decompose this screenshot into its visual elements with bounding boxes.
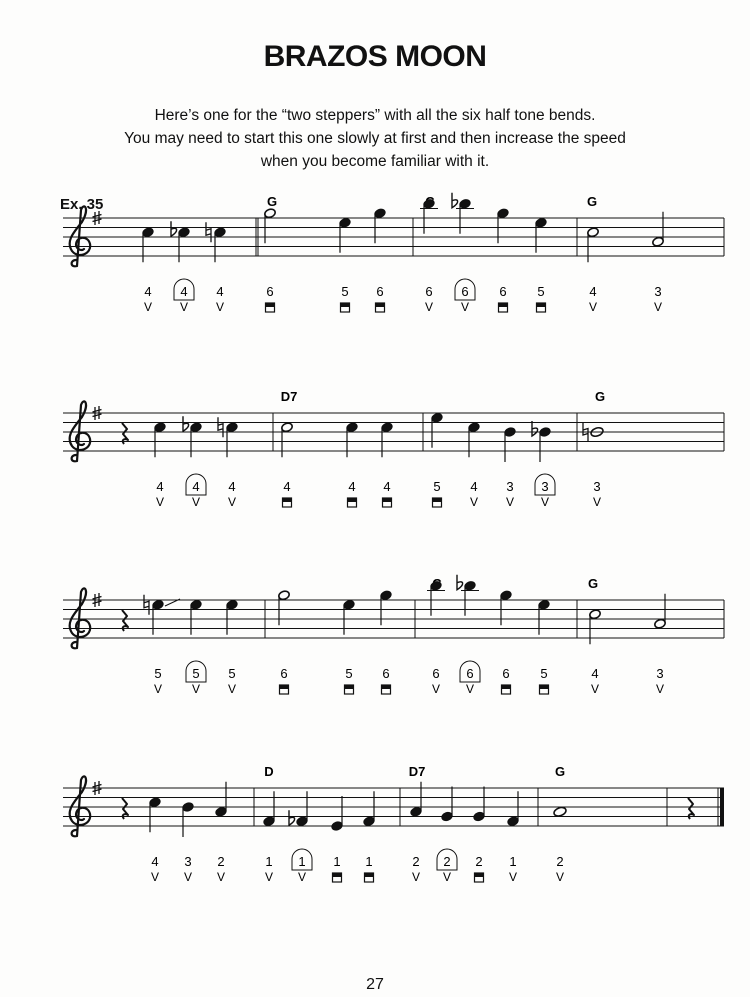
note: [346, 422, 359, 507]
quarter-rest-icon: [688, 798, 694, 819]
note: [182, 802, 195, 884]
chord-symbol: G: [554, 764, 566, 779]
note: [264, 208, 277, 312]
tab-hole-number: 4: [470, 479, 478, 494]
note: [437, 787, 457, 885]
tab-hole-number: 2: [217, 854, 225, 869]
blow-arrow-icon: [540, 685, 549, 694]
treble-clef-icon: [70, 206, 91, 266]
note: [171, 221, 194, 314]
tab-hole-number: 1: [365, 854, 373, 869]
tab-hole-number: 5: [540, 666, 548, 681]
note: [149, 797, 162, 884]
treble-clef-icon: [70, 588, 91, 648]
draw-arrow: V: [215, 300, 225, 314]
quarter-rest-icon: [122, 423, 128, 444]
tab-hole-number: 3: [184, 854, 192, 869]
tab-hole-number: 4: [144, 284, 152, 299]
page-number: 27: [366, 976, 384, 993]
tab-hole-number: 6: [280, 666, 288, 681]
flat-icon: [452, 193, 458, 208]
tab-hole-number: 3: [593, 479, 601, 494]
draw-arrow: V: [653, 300, 663, 314]
chord-symbol: D7: [408, 764, 426, 779]
blow-arrow-icon: [475, 873, 484, 882]
treble-clef-icon: [70, 401, 91, 461]
natural-icon: [206, 222, 211, 242]
final-barline: [720, 788, 724, 826]
draw-arrow: V: [540, 495, 550, 509]
blow-arrow-icon: [499, 303, 508, 312]
chord-symbol: G: [266, 194, 278, 209]
tab-hole-number: 4: [348, 479, 356, 494]
blow-arrow-icon: [283, 498, 292, 507]
tab-hole-number: 3: [654, 284, 662, 299]
intro-line-2: You may need to start this one slowly at first and then increase the speed: [124, 130, 626, 147]
note: [363, 791, 376, 882]
blow-arrow-icon: [383, 498, 392, 507]
natural-icon: [218, 417, 223, 437]
draw-arrow: V: [150, 870, 160, 884]
note: [343, 599, 356, 694]
tab-hole-number: 2: [556, 854, 564, 869]
draw-arrow: V: [505, 495, 515, 509]
tab-hole-number: 1: [298, 854, 306, 869]
chord-symbol: G: [586, 194, 598, 209]
tab-hole-number: 6: [425, 284, 433, 299]
note: [497, 208, 510, 312]
tab-hole-number: 5: [433, 479, 441, 494]
draw-arrow: V: [191, 495, 201, 509]
blow-arrow-icon: [341, 303, 350, 312]
tab-hole-number: 6: [466, 666, 474, 681]
note: [532, 421, 555, 509]
chord-symbol: D: [264, 764, 274, 779]
staff-system-4: [63, 764, 724, 884]
draw-arrow: V: [655, 682, 665, 696]
tab-hole-number: 1: [333, 854, 341, 869]
notehead: [553, 806, 567, 818]
tab-hole-number: 2: [412, 854, 420, 869]
draw-arrow: V: [153, 682, 163, 696]
blow-arrow-icon: [333, 873, 342, 882]
note: [587, 227, 600, 314]
chord-symbol: G: [594, 389, 606, 404]
draw-arrow: V: [411, 870, 421, 884]
note: [183, 416, 206, 509]
tab-hole-number: 4: [180, 284, 188, 299]
draw-arrow: V: [297, 870, 307, 884]
flat-icon: [457, 575, 463, 590]
blow-arrow-icon: [382, 685, 391, 694]
note: [263, 791, 276, 884]
tab-hole-number: 6: [461, 284, 469, 299]
draw-arrow: V: [227, 495, 237, 509]
draw-arrow: V: [469, 495, 479, 509]
note: [473, 787, 486, 883]
blow-arrow-icon: [266, 303, 275, 312]
blow-arrow-icon: [365, 873, 374, 882]
note: [226, 599, 239, 696]
draw-arrow: V: [143, 300, 153, 314]
draw-arrow: V: [442, 870, 452, 884]
tab-hole-number: 4: [383, 479, 391, 494]
note: [504, 427, 517, 509]
tab-hole-number: 6: [266, 284, 274, 299]
tab-hole-number: 1: [509, 854, 517, 869]
page-title: BRAZOS MOON: [263, 40, 487, 73]
note: [142, 227, 155, 314]
tab-hole-number: 4: [156, 479, 164, 494]
flat-icon: [171, 221, 177, 236]
tab-hole-number: 4: [228, 479, 236, 494]
note: [468, 422, 481, 509]
blow-arrow-icon: [502, 685, 511, 694]
flat-icon: [289, 810, 295, 825]
tab-hole-number: 4: [283, 479, 291, 494]
note: [553, 806, 567, 884]
staff-system-2: [63, 389, 724, 509]
draw-arrow: V: [424, 300, 434, 314]
draw-arrow: V: [592, 495, 602, 509]
tab-hole-number: 4: [151, 854, 159, 869]
note: [331, 796, 344, 882]
natural-icon: [144, 595, 149, 615]
note: [452, 193, 475, 314]
tab-hole-number: 6: [432, 666, 440, 681]
draw-arrow: V: [508, 870, 518, 884]
draw-arrow: V: [227, 682, 237, 696]
tab-hole-number: 6: [376, 284, 384, 299]
quarter-rest-icon: [122, 610, 128, 631]
note: [154, 422, 167, 509]
note: [380, 590, 393, 694]
intro-line-1: Here’s one for the “two steppers” with all the six half tone bends.: [154, 107, 596, 124]
tab-hole-number: 4: [192, 479, 200, 494]
tab-hole-number: 5: [537, 284, 545, 299]
tab-hole-number: 2: [443, 854, 451, 869]
draw-arrow: V: [264, 870, 274, 884]
note: [583, 422, 604, 509]
draw-arrow: V: [588, 300, 598, 314]
note: [535, 217, 548, 312]
tab-hole-number: 1: [265, 854, 273, 869]
note: [218, 417, 238, 509]
tab-hole-number: 4: [589, 284, 597, 299]
tab-hole-number: 2: [475, 854, 483, 869]
tab-hole-number: 4: [216, 284, 224, 299]
note: [289, 791, 312, 884]
tab-hole-number: 5: [192, 666, 200, 681]
note: [457, 575, 480, 696]
draw-arrow: V: [155, 495, 165, 509]
note: [206, 222, 226, 314]
staff-system-3: [63, 575, 724, 696]
quarter-rest-icon: [122, 798, 128, 819]
tab-hole-number: 5: [341, 284, 349, 299]
tab-hole-number: 6: [382, 666, 390, 681]
chord-symbol: D7: [280, 389, 298, 404]
draw-arrow: V: [179, 300, 189, 314]
note: [281, 422, 294, 507]
note: [374, 208, 387, 312]
tab-hole-number: 6: [499, 284, 507, 299]
tab-hole-number: 5: [228, 666, 236, 681]
blow-arrow-icon: [348, 498, 357, 507]
note: [431, 412, 444, 507]
flat-icon: [183, 416, 189, 431]
note: [538, 599, 551, 694]
tab-hole-number: 6: [502, 666, 510, 681]
blow-arrow-icon: [433, 498, 442, 507]
flat-icon: [532, 421, 538, 436]
draw-arrow: V: [555, 870, 565, 884]
chord-symbol: G: [587, 576, 599, 591]
note: [381, 422, 394, 507]
tab-hole-number: 3: [656, 666, 664, 681]
draw-arrow: V: [465, 682, 475, 696]
draw-arrow: V: [183, 870, 193, 884]
draw-arrow: V: [590, 682, 600, 696]
tab-hole-number: 5: [345, 666, 353, 681]
note: [500, 590, 513, 694]
note: [186, 599, 206, 696]
note: [507, 791, 520, 884]
note: [278, 590, 291, 694]
draw-arrow: V: [191, 682, 201, 696]
blow-arrow-icon: [376, 303, 385, 312]
treble-clef-icon: [70, 776, 91, 836]
example-label: Ex. 35: [60, 196, 104, 213]
staff-system-1: [63, 193, 724, 314]
draw-arrow: V: [460, 300, 470, 314]
tab-hole-number: 4: [591, 666, 599, 681]
tab-hole-number: 3: [506, 479, 514, 494]
intro-line-3: when you become familiar with it.: [260, 153, 490, 170]
draw-arrow: V: [216, 870, 226, 884]
note: [339, 217, 352, 312]
tab-hole-number: 3: [541, 479, 549, 494]
blow-arrow-icon: [345, 685, 354, 694]
blow-arrow-icon: [537, 303, 546, 312]
tab-hole-number: 5: [154, 666, 162, 681]
note: [589, 609, 602, 696]
blow-arrow-icon: [280, 685, 289, 694]
draw-arrow: V: [431, 682, 441, 696]
